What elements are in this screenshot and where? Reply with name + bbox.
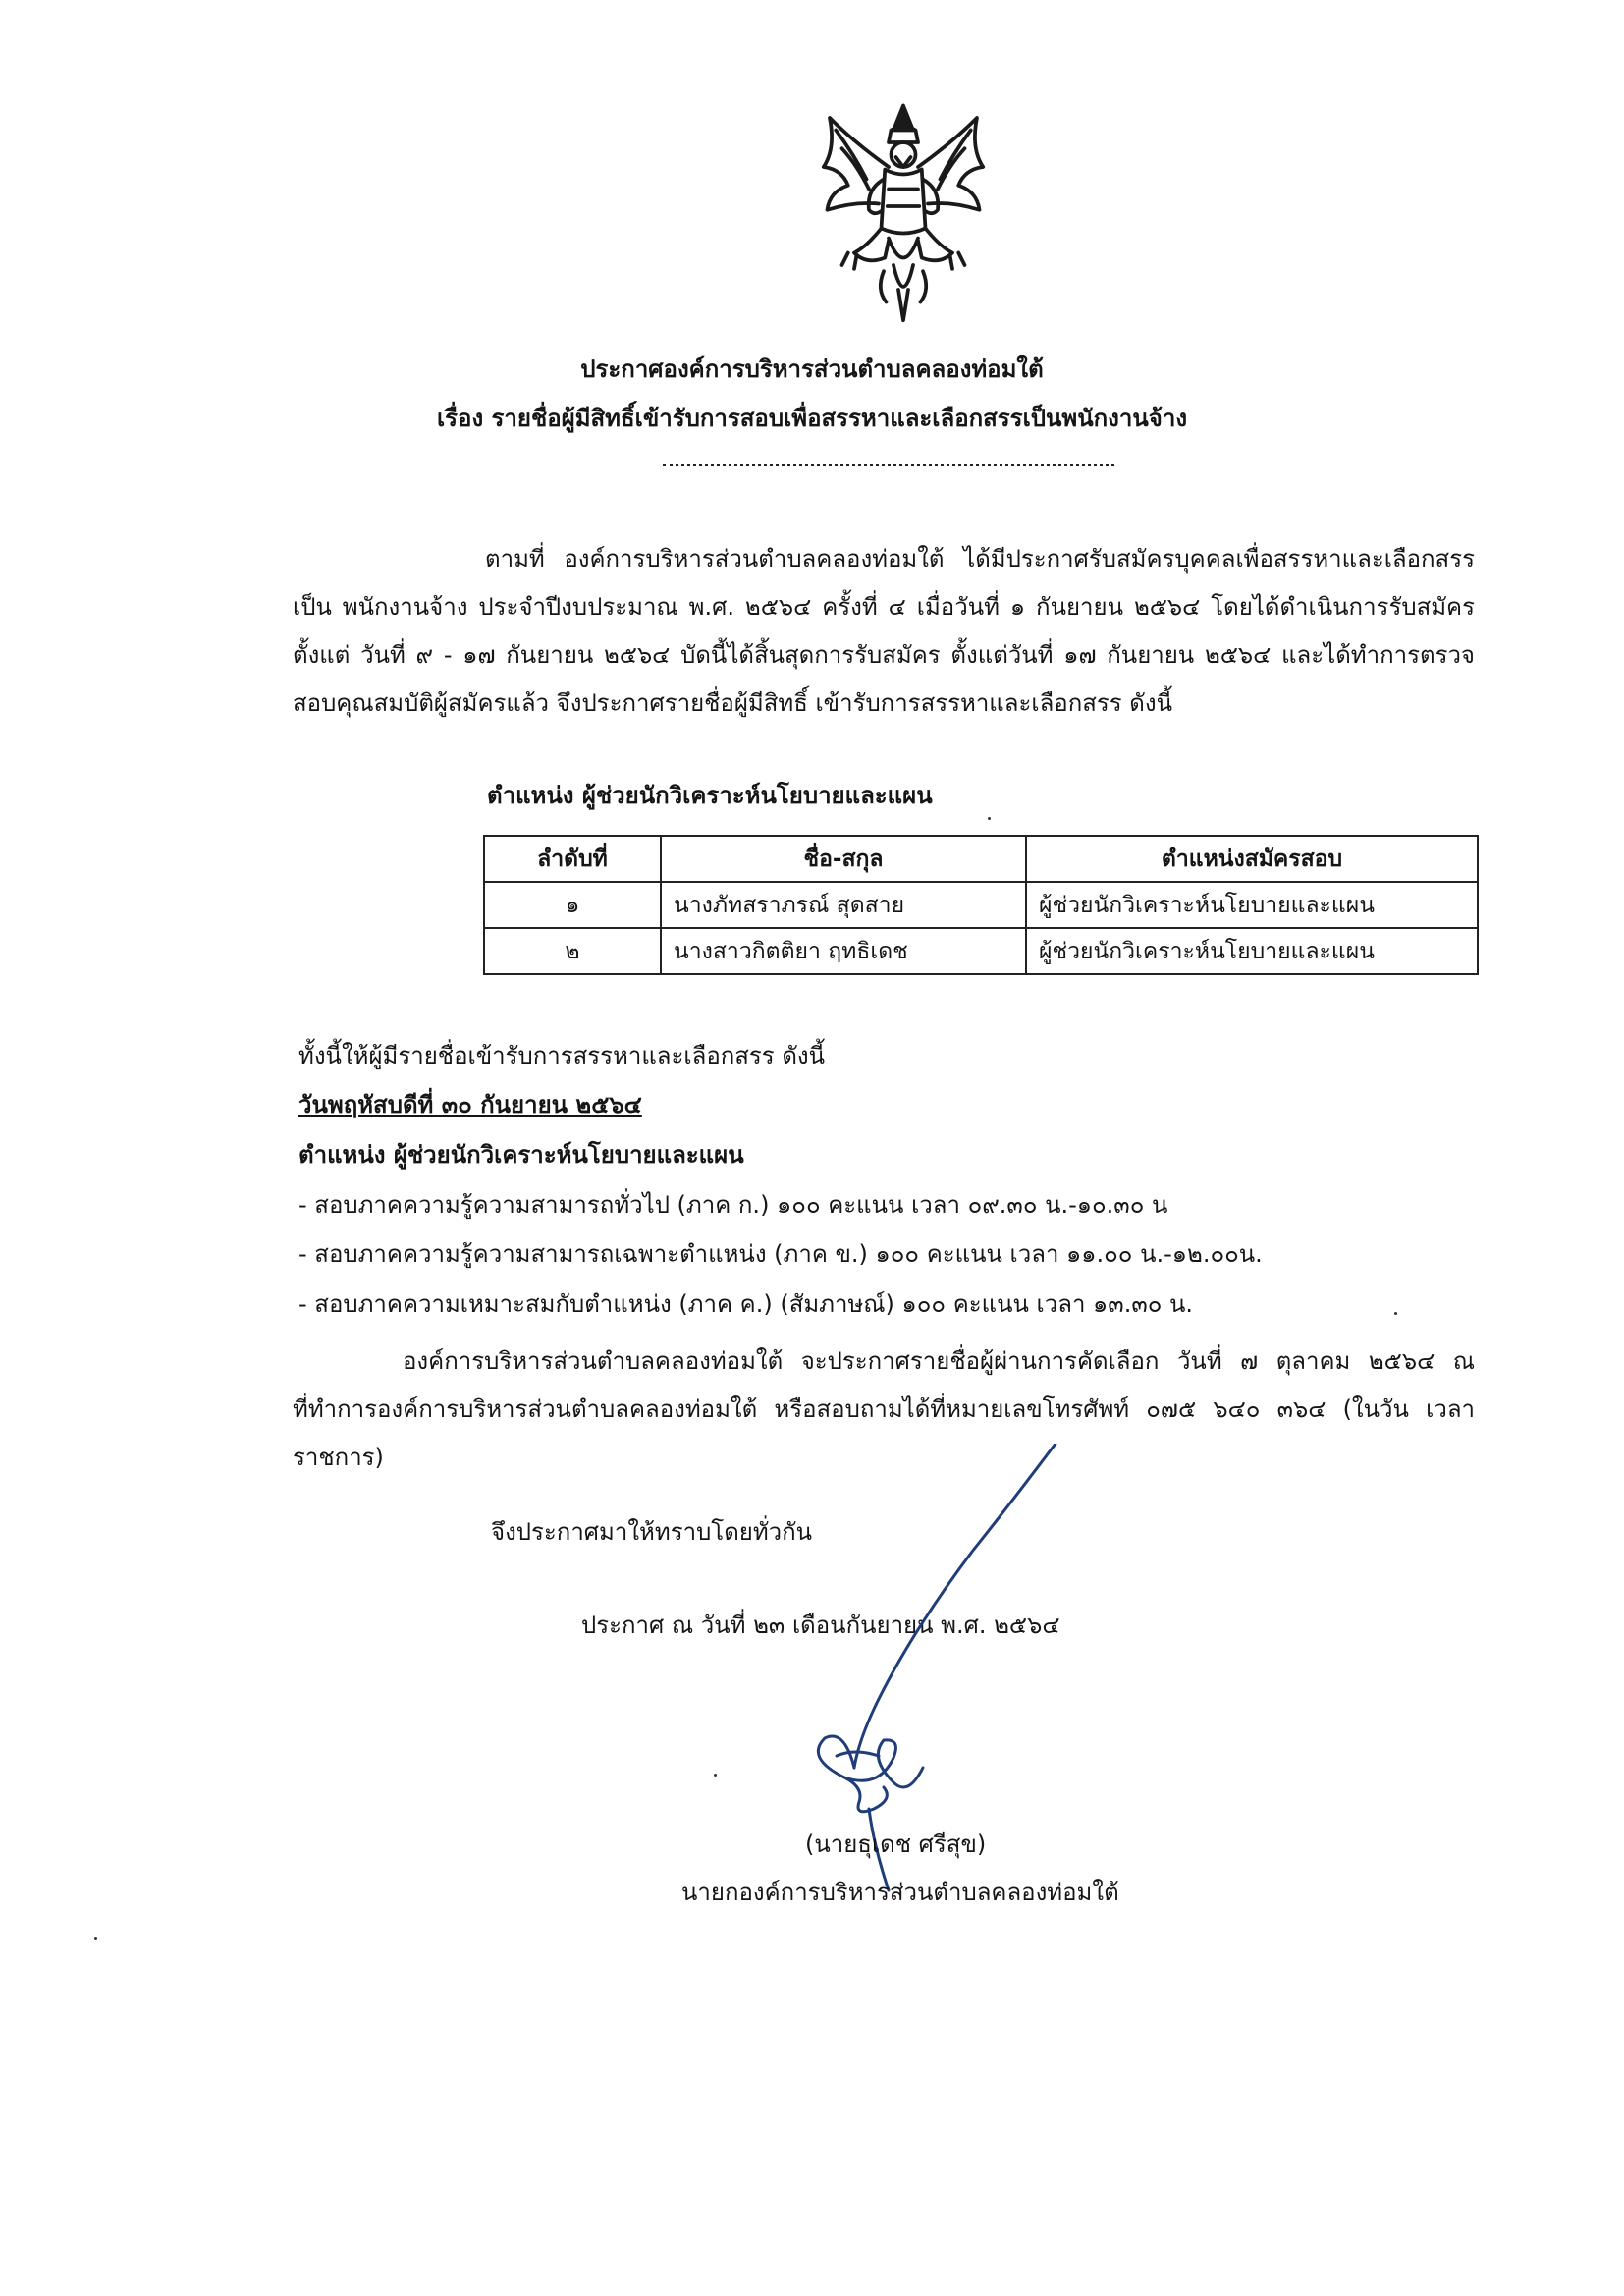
exam-item: - สอบภาคความรู้ความสามารถทั่วไป (ภาค ก.) ๑๐๐ คะแนน เวลา ๐๙.๓๐ น.-๑๐.๓๐ น	[298, 1191, 1168, 1219]
exam-date: วันพฤหัสบดีที่ ๓๐ กันยายน ๒๕๖๔	[298, 1091, 642, 1119]
signatory-name: (นายธุเดช ศรีสุข)	[805, 1831, 987, 1858]
intro-paragraph: ตามที่ องค์การบริหารส่วนตำบลคลองท่อมใต้ ได้มีประกาศรับสมัครบุคคลเพื่อสรรหาและเลือกสรร เป็น พนักงานจ้าง ประจำปีงบประมาณ พ.ศ. ๒๕๖๔ ครั้งที่ ๔ เมื่อวันที่ ๑ กันยายน ๒๕๖๔ โดยได้ดำเนินการรับสมัคร ตั้งแต่ วันที่ ๙ - ๑๗ กันยายน ๒๕๖๔ บัดนี้ได้สิ้นสุดการรับสมัคร ตั้งแต่วันที่ ๑๗ กันยายน ๒๕๖๔ และได้ทำการตรวจสอบคุณสมบัติผู้สมัครแล้ว จึงประกาศรายชื่อผู้มีสิทธิ์ เข้ารับการสรรหาและเลือกสรร ดังนี้	[293, 545, 1475, 717]
scan-speck	[988, 817, 991, 820]
signatory-title: นายกองค์การบริหารส่วนตำบลคลองท่อมใต้	[681, 1879, 1119, 1906]
cell-name: นางสาวกิตติยา ฤทธิเดช	[661, 928, 1026, 974]
table-row	[484, 882, 1478, 928]
garuda-emblem-icon	[781, 93, 1026, 339]
scan-speck	[1394, 1312, 1397, 1315]
exam-item: - สอบภาคความรู้ความสามารถเฉพาะตำแหน่ง (ภาค ข.) ๑๐๐ คะแนน เวลา ๑๑.๐๐ น.-๑๒.๐๐น.	[298, 1240, 1263, 1268]
cell-order: ๒	[484, 928, 661, 974]
table-header-row	[484, 836, 1478, 882]
dotted-divider	[663, 464, 1114, 466]
announcement-date: ประกาศ ณ วันที่ ๒๓ เดือนกันยายน พ.ศ. ๒๕๖๔	[581, 1612, 1060, 1639]
closing-notice: จึงประกาศมาให้ทราบโดยทั่วกัน	[491, 1518, 813, 1546]
announcement-subject: เรื่อง รายชื่อผู้มีสิทธิ์เข้ารับการสอบเพื่อสรรหาและเลือกสรรเป็นพนักงานจ้าง	[436, 405, 1188, 432]
exam-intro: ทั้งนี้ให้ผู้มีรายชื่อเข้ารับการสรรหาและเลือกสรร ดังนี้	[298, 1042, 826, 1069]
cell-position: ผู้ช่วยนักวิเคราะห์นโยบายและแผน	[1026, 928, 1478, 974]
exam-position: ตำแหน่ง ผู้ช่วยนักวิเคราะห์นโยบายและแผน	[298, 1141, 744, 1169]
cell-order: ๑	[484, 882, 661, 928]
position-heading: ตำแหน่ง ผู้ช่วยนักวิเคราะห์นโยบายและแผน	[487, 782, 933, 809]
header-order: ลำดับที่	[484, 836, 661, 882]
cell-name: นางภัทสราภรณ์ สุดสาย	[661, 882, 1026, 928]
exam-item: - สอบภาคความเหมาะสมกับตำแหน่ง (ภาค ค.) (สัมภาษณ์) ๑๐๐ คะแนน เวลา ๑๓.๓๐ น.	[298, 1290, 1194, 1318]
cell-position: ผู้ช่วยนักวิเคราะห์นโยบายและแผน	[1026, 882, 1478, 928]
header-position: ตำแหน่งสมัครสอบ	[1026, 836, 1478, 882]
result-paragraph: องค์การบริหารส่วนตำบลคลองท่อมใต้ จะประกาศรายชื่อผู้ผ่านการคัดเลือก วันที่ ๗ ตุลาคม ๒๕๖๔ ณ ที่ทำการองค์การบริหารส่วนตำบลคลองท่อมใต้ หรือสอบถามได้ที่หมายเลขโทรศัพท์ ๐๗๕ ๖๔๐ ๓๖๔ (ในวัน เวลา ราชการ)	[293, 1347, 1475, 1471]
announcement-title: ประกาศองค์การบริหารส่วนตำบลคลองท่อมใต้	[580, 355, 1044, 383]
scan-speck	[714, 1774, 717, 1777]
header-name: ชื่อ-สกุล	[661, 836, 1026, 882]
table-row	[484, 928, 1478, 974]
scan-speck	[94, 1937, 97, 1940]
applicants-table	[483, 835, 1479, 975]
